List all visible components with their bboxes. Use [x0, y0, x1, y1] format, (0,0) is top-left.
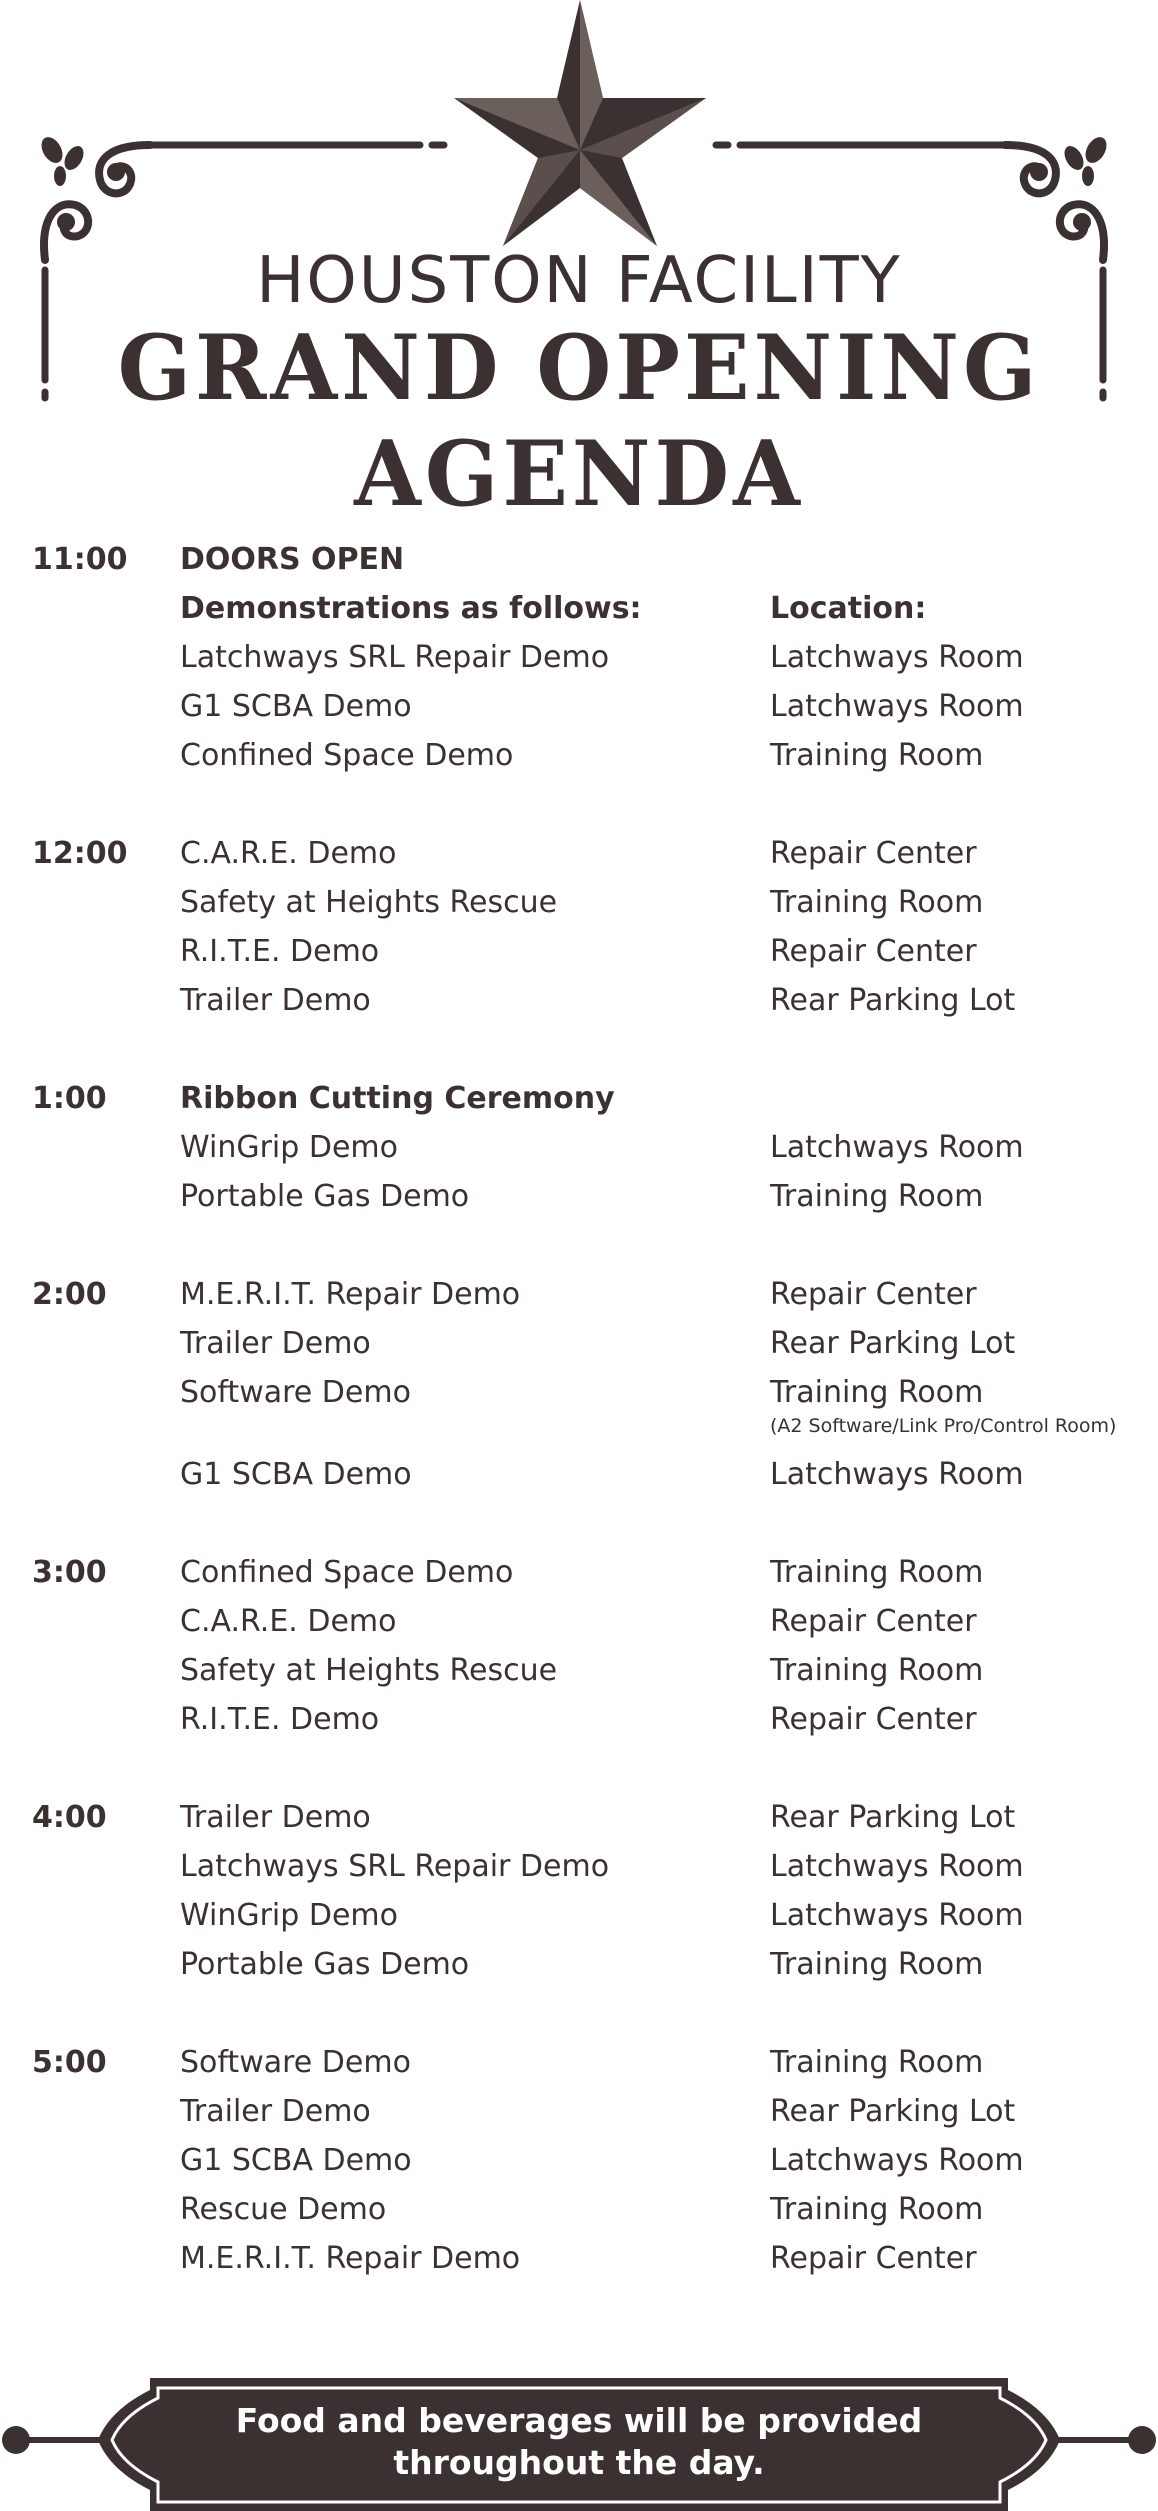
- agenda-row: [0, 2038, 1158, 2087]
- slot-time: 4:00: [32, 1800, 107, 1835]
- slot-time: 5:00: [32, 2045, 107, 2080]
- agenda-row: [0, 1793, 1158, 1842]
- footer-line-2: throughout the day.: [393, 2443, 765, 2482]
- banner-end-dot-left: [2, 2426, 30, 2454]
- page-title: GRAND OPENING AGENDA: [117, 314, 1041, 528]
- agenda-item: Confined Space Demo: [180, 1555, 514, 1590]
- agenda-row: [0, 1270, 1158, 1319]
- agenda-item: Ribbon Cutting Ceremony: [180, 1081, 615, 1116]
- agenda-location: Rear Parking Lot: [770, 1800, 1016, 1835]
- agenda-item: R.I.T.E. Demo: [180, 1702, 380, 1737]
- agenda-item: R.I.T.E. Demo: [180, 934, 380, 969]
- agenda-item: Trailer Demo: [180, 1326, 371, 1361]
- agenda-location: Training Room: [770, 885, 984, 920]
- agenda-location: Repair Center: [770, 1277, 977, 1312]
- agenda-item: G1 SCBA Demo: [180, 1457, 412, 1492]
- agenda-item: Rescue Demo: [180, 2192, 387, 2227]
- agenda-row: [0, 1940, 1158, 1989]
- agenda-item: Safety at Heights Rescue: [180, 885, 558, 920]
- agenda-location: Latchways Room: [770, 689, 1024, 724]
- agenda-row: [0, 1695, 1158, 1744]
- agenda-item: M.E.R.I.T. Repair Demo: [180, 2241, 521, 2276]
- agenda-row: [0, 1368, 1158, 1417]
- agenda-row: [0, 1548, 1158, 1597]
- agenda-row: [0, 1450, 1158, 1499]
- agenda-row: [0, 633, 1158, 682]
- agenda-row: [0, 1123, 1158, 1172]
- agenda-row: [0, 1172, 1158, 1221]
- header: [0, 0, 1158, 528]
- agenda-location: Latchways Room: [770, 1849, 1024, 1884]
- agenda-slot: [0, 1074, 1158, 1221]
- leaf-ornament-right: [1061, 133, 1111, 186]
- agenda-row: [0, 878, 1158, 927]
- agenda-location: Latchways Room: [770, 1130, 1024, 1165]
- slot-spacer: [0, 780, 1158, 829]
- location-note: (A2 Software/Link Pro/Control Room): [770, 1415, 1117, 1437]
- agenda-location: Training Room: [770, 1179, 984, 1214]
- leaf-ornament-left: [37, 133, 87, 186]
- scroll-flourish-icon: [44, 145, 150, 260]
- agenda-row: [0, 1074, 1158, 1123]
- agenda-item: Software Demo: [180, 1375, 411, 1410]
- agenda-item: Demonstrations as follows:: [180, 591, 642, 626]
- agenda-item: M.E.R.I.T. Repair Demo: [180, 1277, 521, 1312]
- banner-end-dot-right: [1128, 2426, 1156, 2454]
- agenda-item: WinGrip Demo: [180, 1130, 398, 1165]
- agenda-item: Software Demo: [180, 2045, 411, 2080]
- slot-spacer: [0, 1744, 1158, 1793]
- agenda-location: Repair Center: [770, 836, 977, 871]
- agenda-item: Latchways SRL Repair Demo: [180, 640, 610, 675]
- agenda-location: Training Room: [770, 738, 984, 773]
- agenda-location: Rear Parking Lot: [770, 983, 1016, 1018]
- slot-spacer: [0, 1989, 1158, 2038]
- agenda-row: [0, 731, 1158, 780]
- agenda-row: [0, 2234, 1158, 2283]
- slot-time: 12:00: [32, 836, 128, 871]
- agenda-item: DOORS OPEN: [180, 542, 405, 577]
- agenda-row: [0, 1319, 1158, 1368]
- scroll-flourish-icon: [1005, 145, 1104, 260]
- agenda-slot: [0, 535, 1158, 780]
- agenda-location: Training Room: [770, 2192, 984, 2227]
- agenda-row: [0, 1597, 1158, 1646]
- agenda-slot: [0, 1793, 1158, 1989]
- agenda-location: Rear Parking Lot: [770, 2094, 1016, 2129]
- agenda-location: Training Room: [770, 1653, 984, 1688]
- slot-spacer: [0, 1025, 1158, 1074]
- agenda-location: Latchways Room: [770, 1898, 1024, 1933]
- agenda-item: Trailer Demo: [180, 1800, 371, 1835]
- agenda-location: Latchways Room: [770, 640, 1024, 675]
- footer-line-1: Food and beverages will be provided: [235, 2401, 923, 2440]
- slot-time: 11:00: [32, 542, 128, 577]
- agenda-list: [0, 535, 1158, 2283]
- agenda-row: [0, 2185, 1158, 2234]
- agenda-location: Latchways Room: [770, 2143, 1024, 2178]
- agenda-row: [0, 2087, 1158, 2136]
- agenda-item: G1 SCBA Demo: [180, 689, 412, 724]
- agenda-location: Training Room: [770, 1555, 984, 1590]
- agenda-item: Trailer Demo: [180, 983, 371, 1018]
- slot-time: 1:00: [32, 1081, 107, 1116]
- agenda-row: [0, 682, 1158, 731]
- slot-spacer: [0, 1499, 1158, 1548]
- texas-star-icon: [454, 0, 706, 246]
- agenda-location: Location:: [770, 591, 927, 626]
- slot-time: 2:00: [32, 1277, 107, 1312]
- agenda-location: Repair Center: [770, 2241, 977, 2276]
- slot-time: 3:00: [32, 1555, 107, 1590]
- agenda-location: Latchways Room: [770, 1457, 1024, 1492]
- agenda-item: Portable Gas Demo: [180, 1179, 470, 1214]
- agenda-item: Trailer Demo: [180, 2094, 371, 2129]
- facility-subtitle: HOUSTON FACILITY: [256, 244, 902, 318]
- agenda-location: Repair Center: [770, 1702, 977, 1737]
- agenda-item: G1 SCBA Demo: [180, 2143, 412, 2178]
- agenda-row: [0, 1646, 1158, 1695]
- agenda-slot: [0, 2038, 1158, 2283]
- slot-spacer: [0, 1221, 1158, 1270]
- agenda-row: [0, 584, 1158, 633]
- agenda-location: Rear Parking Lot: [770, 1326, 1016, 1361]
- agenda-location: Repair Center: [770, 934, 977, 969]
- agenda-item: C.A.R.E. Demo: [180, 836, 397, 871]
- agenda-slot: [0, 829, 1158, 1025]
- agenda-row: [0, 1891, 1158, 1940]
- agenda-location: Training Room: [770, 1947, 984, 1982]
- agenda-item: Portable Gas Demo: [180, 1947, 470, 1982]
- agenda-item: Latchways SRL Repair Demo: [180, 1849, 610, 1884]
- agenda-item: C.A.R.E. Demo: [180, 1604, 397, 1639]
- agenda-location: Repair Center: [770, 1604, 977, 1639]
- agenda-slot: [0, 1548, 1158, 1744]
- agenda-row: [0, 927, 1158, 976]
- location-note-row: [0, 1417, 1158, 1450]
- agenda-location: Training Room: [770, 1375, 984, 1410]
- agenda-row: [0, 535, 1158, 584]
- agenda-row: [0, 2136, 1158, 2185]
- agenda-row: [0, 976, 1158, 1025]
- agenda-slot: [0, 1270, 1158, 1499]
- agenda-item: Safety at Heights Rescue: [180, 1653, 558, 1688]
- agenda-row: [0, 829, 1158, 878]
- footer-banner: [0, 2370, 1158, 2511]
- agenda-item: Confined Space Demo: [180, 738, 514, 773]
- agenda-location: Training Room: [770, 2045, 984, 2080]
- agenda-item: WinGrip Demo: [180, 1898, 398, 1933]
- footer-message: [160, 2400, 998, 2484]
- agenda-row: [0, 1842, 1158, 1891]
